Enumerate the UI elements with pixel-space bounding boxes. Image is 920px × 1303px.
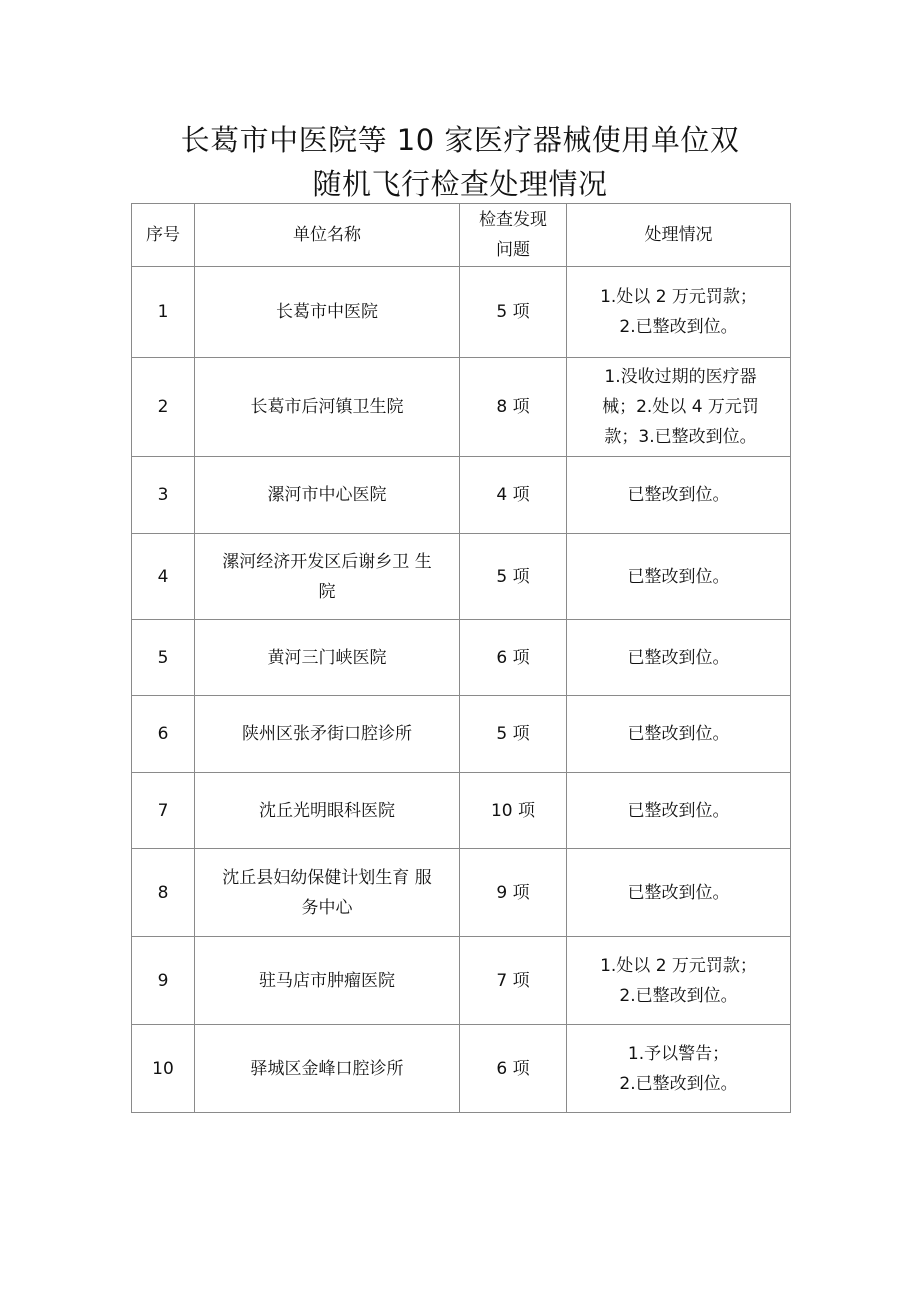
- table-row: [132, 849, 791, 937]
- row-issues: 10 项: [460, 773, 567, 849]
- unit-name-line: 沈丘光明眼科医院: [259, 800, 395, 821]
- row-issues: 5 项: [460, 534, 567, 620]
- row-issues: 6 项: [460, 620, 567, 696]
- row-index: 5: [132, 620, 195, 696]
- row-unit-name: [195, 1025, 460, 1113]
- header-issues-line-2: 问题: [496, 240, 530, 260]
- handling-line: 1.处以 2 万元罚款；: [600, 287, 757, 307]
- table-header-row: [132, 204, 791, 267]
- unit-name-line: 沈丘县妇幼保健计划生育 服: [222, 867, 432, 888]
- row-index: 4: [132, 534, 195, 620]
- row-index: 6: [132, 696, 195, 773]
- table-row: [132, 1025, 791, 1113]
- row-handling: [567, 358, 791, 457]
- handling-line: 1.没收过期的医疗器: [604, 367, 757, 387]
- row-index: 3: [132, 457, 195, 534]
- row-handling: [567, 620, 791, 696]
- handling-line: 已整改到位。: [627, 800, 730, 821]
- row-index: 9: [132, 937, 195, 1025]
- row-unit-name: [195, 267, 460, 358]
- unit-name-line: 务中心: [301, 897, 353, 918]
- table-row: [132, 267, 791, 358]
- handling-line: 已整改到位。: [627, 566, 730, 587]
- unit-name-line: 驿城区金峰口腔诊所: [250, 1058, 404, 1079]
- row-unit-name: [195, 457, 460, 534]
- row-issues: 8 项: [460, 358, 567, 457]
- title-line-1: 长葛市中医院等 10 家医疗器械使用单位双: [180, 123, 740, 157]
- table-row: [132, 457, 791, 534]
- row-handling: [567, 457, 791, 534]
- handling-line: 2.已整改到位。: [619, 317, 738, 337]
- row-handling: [567, 849, 791, 937]
- table-row: [132, 773, 791, 849]
- header-issues: [460, 204, 567, 267]
- unit-name-line: 陕州区张矛街口腔诊所: [242, 724, 412, 744]
- row-unit-name: [195, 937, 460, 1025]
- row-unit-name: [195, 358, 460, 457]
- row-handling: [567, 937, 791, 1025]
- table-row: [132, 696, 791, 773]
- table-row: [132, 620, 791, 696]
- row-index: 8: [132, 849, 195, 937]
- row-unit-name: [195, 849, 460, 937]
- unit-name-line: 黄河三门峡医院: [267, 647, 387, 668]
- row-handling: [567, 1025, 791, 1113]
- handling-line: 款；3.已整改到位。: [604, 427, 757, 447]
- inspection-results-table: [131, 203, 791, 1113]
- title-line-2: 随机飞行检查处理情况: [312, 167, 608, 201]
- handling-line: 已整改到位。: [627, 724, 730, 744]
- row-index: 1: [132, 267, 195, 358]
- row-issues: 5 项: [460, 267, 567, 358]
- unit-name-line: 院: [318, 581, 336, 602]
- table-row: [132, 534, 791, 620]
- handling-line: 已整改到位。: [627, 485, 730, 505]
- handling-line: 已整改到位。: [627, 882, 730, 903]
- row-unit-name: [195, 534, 460, 620]
- unit-name-line: 驻马店市肿瘤医院: [259, 970, 395, 991]
- unit-name-line: 漯河市中心医院: [267, 485, 387, 505]
- row-unit-name: [195, 696, 460, 773]
- unit-name-line: 长葛市中医院: [276, 302, 378, 322]
- table-row: [132, 937, 791, 1025]
- row-handling: [567, 534, 791, 620]
- header-issues-line-1: 检查发现: [479, 210, 547, 230]
- row-unit-name: [195, 620, 460, 696]
- row-index: 2: [132, 358, 195, 457]
- unit-name-line: 长葛市后河镇卫生院: [250, 397, 404, 417]
- handling-line: 1.予以警告；: [627, 1043, 730, 1064]
- row-handling: [567, 773, 791, 849]
- header-index: 序号: [132, 204, 195, 267]
- table-row: [132, 358, 791, 457]
- row-issues: 7 项: [460, 937, 567, 1025]
- handling-line: 1.处以 2 万元罚款；: [600, 955, 757, 976]
- row-issues: 4 项: [460, 457, 567, 534]
- row-index: 7: [132, 773, 195, 849]
- unit-name-line: 漯河经济开发区后谢乡卫 生: [222, 551, 432, 572]
- handling-line: 2.已整改到位。: [619, 1073, 738, 1094]
- header-handling: 处理情况: [567, 204, 791, 267]
- handling-line: 2.已整改到位。: [619, 985, 738, 1006]
- row-index: 10: [132, 1025, 195, 1113]
- header-unit-name: 单位名称: [195, 204, 460, 267]
- row-issues: 5 项: [460, 696, 567, 773]
- row-issues: 6 项: [460, 1025, 567, 1113]
- document-title: [0, 118, 920, 206]
- row-handling: [567, 696, 791, 773]
- row-handling: [567, 267, 791, 358]
- row-unit-name: [195, 773, 460, 849]
- handling-line: 已整改到位。: [627, 647, 730, 668]
- row-issues: 9 项: [460, 849, 567, 937]
- handling-line: 械；2.处以 4 万元罚: [602, 397, 759, 417]
